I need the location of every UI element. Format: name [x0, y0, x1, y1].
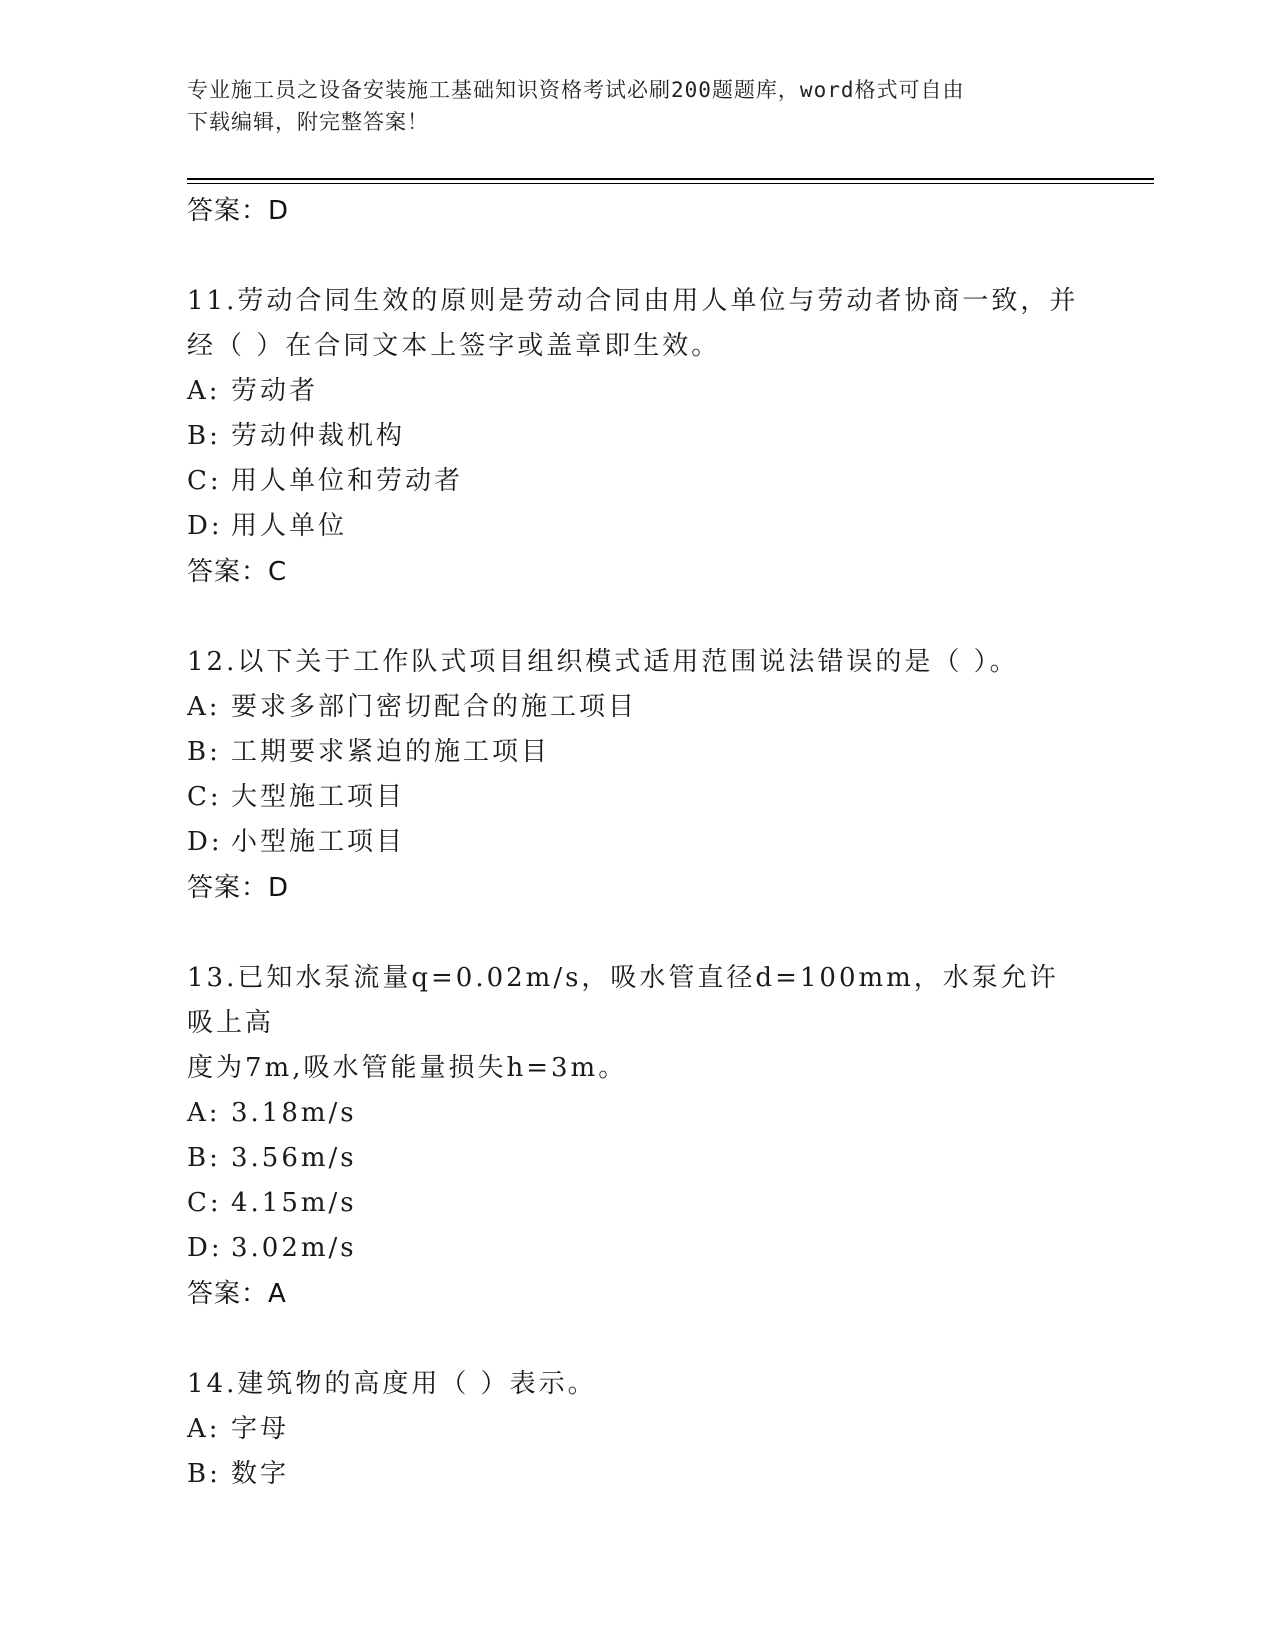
- option-text: 3.18m/s: [231, 1098, 357, 1128]
- option-text: 3.02m/s: [231, 1233, 357, 1263]
- question-number: 11.: [187, 286, 238, 316]
- option-text: 用人单位: [231, 511, 348, 541]
- option-label: B:: [187, 1143, 221, 1173]
- option-label: C:: [187, 466, 222, 496]
- question-stem: [187, 640, 1087, 685]
- option-c: [187, 1181, 1087, 1226]
- option-label: A:: [187, 692, 221, 722]
- option-a: [187, 369, 1087, 414]
- question-text: 建筑物的高度用（ ）表示。: [237, 1369, 597, 1399]
- answer-line: [187, 865, 1087, 911]
- option-text: 劳动者: [231, 376, 319, 406]
- header-line-2: 下载编辑，附完整答案！: [187, 110, 429, 134]
- header-rule-thin: [187, 183, 1154, 184]
- option-label: B:: [187, 737, 221, 767]
- answer-line: [187, 1271, 1087, 1317]
- option-label: A:: [187, 1414, 221, 1444]
- option-text: 劳动仲裁机构: [231, 421, 406, 451]
- spacer: [187, 595, 1087, 640]
- question-number: 14.: [187, 1369, 238, 1399]
- option-c: [187, 459, 1087, 504]
- option-label: B:: [187, 421, 221, 451]
- option-label: D:: [187, 827, 223, 857]
- option-b: [187, 1452, 1087, 1497]
- document-header: [187, 74, 1067, 138]
- option-d: [187, 504, 1087, 549]
- question-stem: [187, 1362, 1087, 1407]
- option-text: 用人单位和劳动者: [231, 466, 464, 496]
- question-number: 13.: [187, 963, 238, 993]
- question-text: 已知水泵流量q=0.02m/s，吸水管直径d=100mm，水泵允许吸上高: [187, 963, 1059, 1038]
- answer-prefix: 答案：: [187, 873, 269, 903]
- spacer: [187, 234, 1087, 279]
- question-stem-continued: 度为7m,吸水管能量损失h=3m。: [187, 1053, 628, 1083]
- option-d: [187, 820, 1087, 865]
- option-label: C:: [187, 1188, 222, 1218]
- header-line-1: 专业施工员之设备安装施工基础知识资格考试必刷200题题库，word格式可自由: [187, 78, 965, 102]
- document-body: [187, 188, 1087, 1497]
- option-label: D:: [187, 511, 223, 541]
- question-stem-continued: 经（ ）在合同文本上签字或盖章即生效。: [187, 331, 721, 361]
- answer-prefix: 答案：: [187, 557, 269, 587]
- question-text: 劳动合同生效的原则是劳动合同由用人单位与劳动者协商一致，并: [237, 286, 1079, 316]
- question-number: 12.: [187, 647, 238, 677]
- question-text: 以下关于工作队式项目组织模式适用范围说法错误的是（ ）。: [237, 647, 1019, 677]
- answer-prefix: 答案：: [187, 1279, 269, 1309]
- option-c: [187, 775, 1087, 820]
- option-text: 要求多部门密切配合的施工项目: [231, 692, 638, 722]
- answer-value: D: [268, 196, 290, 226]
- option-label: D:: [187, 1233, 223, 1263]
- option-text: 字母: [231, 1414, 290, 1444]
- option-b: [187, 414, 1087, 459]
- option-text: 工期要求紧迫的施工项目: [231, 737, 551, 767]
- option-text: 大型施工项目: [231, 782, 406, 812]
- header-rule-thick: [187, 178, 1154, 180]
- option-text: 3.56m/s: [231, 1143, 357, 1173]
- option-b: [187, 1136, 1087, 1181]
- question-stem: [187, 956, 1087, 1046]
- answer-value: C: [268, 557, 288, 587]
- option-b: [187, 730, 1087, 775]
- question-stem: [187, 279, 1087, 324]
- answer-value: A: [268, 1279, 287, 1309]
- option-a: [187, 1407, 1087, 1452]
- option-text: 4.15m/s: [231, 1188, 357, 1218]
- option-a: [187, 685, 1087, 730]
- option-label: B:: [187, 1459, 221, 1489]
- answer-prefix: 答案：: [187, 196, 269, 226]
- answer-value: D: [268, 873, 290, 903]
- option-text: 小型施工项目: [231, 827, 406, 857]
- option-d: [187, 1226, 1087, 1271]
- option-text: 数字: [231, 1459, 290, 1489]
- spacer: [187, 1317, 1087, 1362]
- option-label: A:: [187, 1098, 221, 1128]
- answer-line: [187, 188, 1087, 234]
- option-a: [187, 1091, 1087, 1136]
- spacer: [187, 911, 1087, 956]
- answer-line: [187, 549, 1087, 595]
- option-label: C:: [187, 782, 222, 812]
- option-label: A:: [187, 376, 221, 406]
